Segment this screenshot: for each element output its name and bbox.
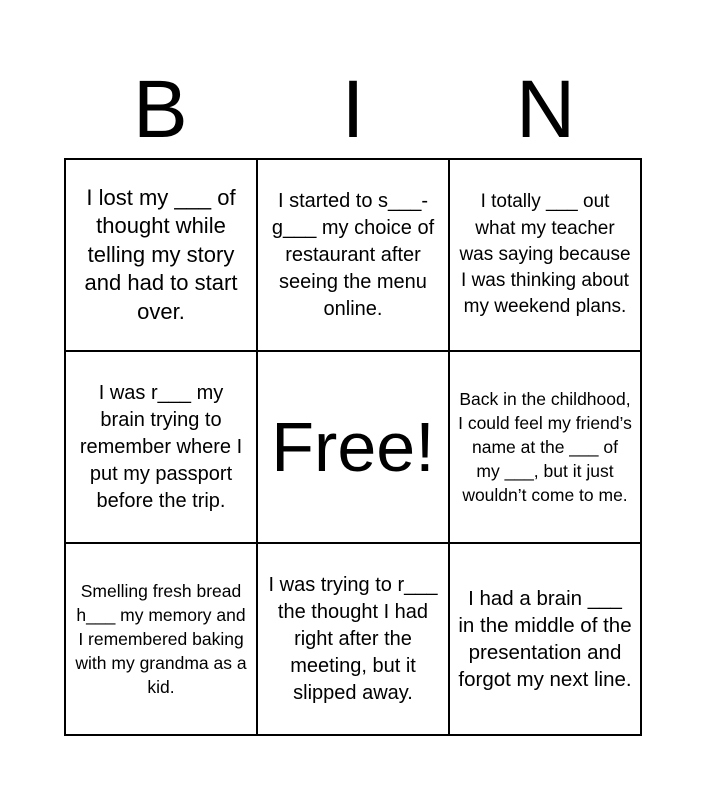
bingo-cell[interactable]: I was trying to r___ the thought I had right after the meeting, but it slipped away. [258, 544, 450, 736]
bingo-cell[interactable]: I totally ___ out what my teacher was saying because I was thinking about my weekend plans. [450, 160, 642, 352]
free-space[interactable]: Free! [258, 352, 450, 544]
header-letter-b: B [132, 64, 188, 155]
bingo-cell[interactable]: Back in the childhood, I could feel my friend’s name at the ___ of my ___, but it just wouldn’t come to me. [450, 352, 642, 544]
bingo-cell[interactable]: Smelling fresh bread h___ my memory and I remembered baking with my grandma as a kid. [66, 544, 258, 736]
header-letter-n: N [516, 64, 576, 155]
bingo-cell[interactable]: I lost my ___ of thought while telling my story and had to start over. [66, 160, 258, 352]
bingo-cell[interactable]: I started to s___-g___ my choice of restaurant after seeing the menu online. [258, 160, 450, 352]
bingo-cell[interactable]: I had a brain ___ in the middle of the presentation and forgot my next line. [450, 544, 642, 736]
bingo-cell[interactable]: I was r___ my brain trying to remember where I put my passport before the trip. [66, 352, 258, 544]
bingo-grid [64, 158, 642, 736]
header-letter-i: I [341, 64, 365, 155]
bingo-header [64, 60, 642, 160]
